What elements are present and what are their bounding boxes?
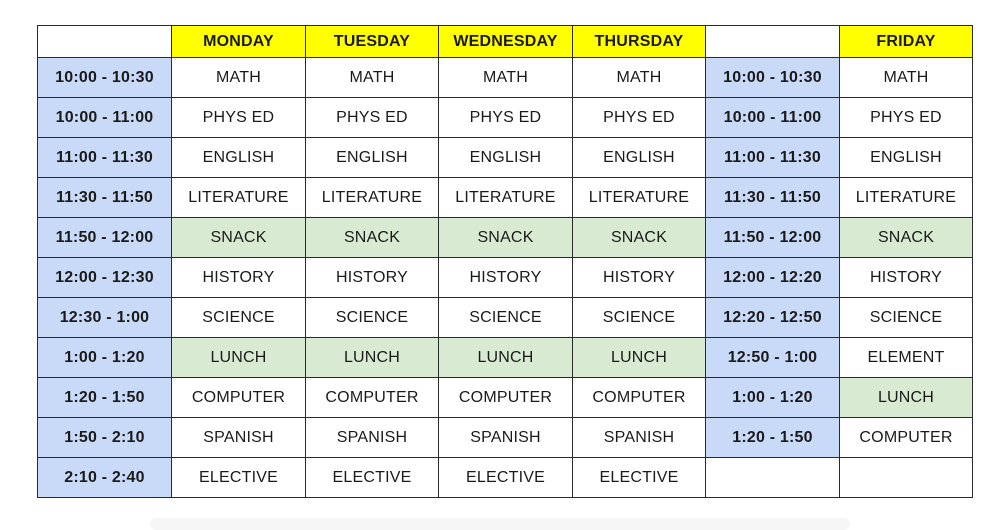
day-header-friday: FRIDAY [840, 26, 973, 58]
time-cell: 11:30 - 11:50 [38, 178, 172, 218]
friday-cell: HISTORY [840, 258, 973, 298]
monday-cell: HISTORY [172, 258, 306, 298]
thursday-cell: SNACK [573, 218, 706, 258]
thursday-cell: SPANISH [573, 418, 706, 458]
tuesday-cell: ENGLISH [306, 138, 439, 178]
thursday-cell: LITERATURE [573, 178, 706, 218]
bottom-shadow-decoration [150, 518, 850, 530]
time-cell: 1:20 - 1:50 [38, 378, 172, 418]
monday-cell: SPANISH [172, 418, 306, 458]
tuesday-cell: COMPUTER [306, 378, 439, 418]
friday-time-cell: 10:00 - 11:00 [706, 98, 840, 138]
wednesday-cell: ENGLISH [439, 138, 573, 178]
time-cell: 11:50 - 12:00 [38, 218, 172, 258]
tuesday-cell: SNACK [306, 218, 439, 258]
monday-cell: LITERATURE [172, 178, 306, 218]
schedule-row [38, 338, 973, 378]
wednesday-cell: SPANISH [439, 418, 573, 458]
time-cell: 12:00 - 12:30 [38, 258, 172, 298]
friday-time-cell: 10:00 - 10:30 [706, 58, 840, 98]
friday-time-cell: 1:20 - 1:50 [706, 418, 840, 458]
friday-time-cell: 12:20 - 12:50 [706, 298, 840, 338]
weekly-schedule-table [37, 25, 973, 498]
schedule-row [38, 218, 973, 258]
tuesday-cell: SCIENCE [306, 298, 439, 338]
wednesday-cell: LUNCH [439, 338, 573, 378]
tuesday-cell: ELECTIVE [306, 458, 439, 498]
friday-cell [840, 458, 973, 498]
thursday-cell: HISTORY [573, 258, 706, 298]
schedule-row [38, 138, 973, 178]
friday-time-cell: 11:50 - 12:00 [706, 218, 840, 258]
friday-cell: ELEMENT [840, 338, 973, 378]
schedule-row [38, 418, 973, 458]
wednesday-cell: COMPUTER [439, 378, 573, 418]
time-cell: 1:00 - 1:20 [38, 338, 172, 378]
day-header-tuesday: TUESDAY [306, 26, 439, 58]
thursday-cell: ENGLISH [573, 138, 706, 178]
schedule-row [38, 258, 973, 298]
friday-time-cell: 12:50 - 1:00 [706, 338, 840, 378]
thursday-cell: LUNCH [573, 338, 706, 378]
wednesday-cell: SNACK [439, 218, 573, 258]
header-row [38, 26, 973, 58]
schedule-row [38, 98, 973, 138]
tuesday-cell: LUNCH [306, 338, 439, 378]
friday-time-cell: 1:00 - 1:20 [706, 378, 840, 418]
day-header-wednesday: WEDNESDAY [439, 26, 573, 58]
friday-cell: ENGLISH [840, 138, 973, 178]
monday-cell: ENGLISH [172, 138, 306, 178]
thursday-cell: PHYS ED [573, 98, 706, 138]
thursday-cell: SCIENCE [573, 298, 706, 338]
tuesday-cell: MATH [306, 58, 439, 98]
wednesday-cell: HISTORY [439, 258, 573, 298]
wednesday-cell: LITERATURE [439, 178, 573, 218]
monday-cell: PHYS ED [172, 98, 306, 138]
friday-time-header-cell [706, 26, 840, 58]
monday-cell: COMPUTER [172, 378, 306, 418]
day-header-monday: MONDAY [172, 26, 306, 58]
wednesday-cell: PHYS ED [439, 98, 573, 138]
time-cell: 10:00 - 11:00 [38, 98, 172, 138]
friday-time-cell: 12:00 - 12:20 [706, 258, 840, 298]
tuesday-cell: SPANISH [306, 418, 439, 458]
friday-time-cell: 11:30 - 11:50 [706, 178, 840, 218]
friday-cell: LUNCH [840, 378, 973, 418]
time-cell: 10:00 - 10:30 [38, 58, 172, 98]
wednesday-cell: ELECTIVE [439, 458, 573, 498]
friday-cell: LITERATURE [840, 178, 973, 218]
tuesday-cell: LITERATURE [306, 178, 439, 218]
friday-cell: PHYS ED [840, 98, 973, 138]
friday-cell: SCIENCE [840, 298, 973, 338]
monday-cell: ELECTIVE [172, 458, 306, 498]
time-cell: 1:50 - 2:10 [38, 418, 172, 458]
monday-cell: LUNCH [172, 338, 306, 378]
thursday-cell: COMPUTER [573, 378, 706, 418]
schedule-row [38, 458, 973, 498]
monday-cell: MATH [172, 58, 306, 98]
schedule-row [38, 298, 973, 338]
corner-cell [38, 26, 172, 58]
day-header-thursday: THURSDAY [573, 26, 706, 58]
monday-cell: SCIENCE [172, 298, 306, 338]
time-cell: 11:00 - 11:30 [38, 138, 172, 178]
tuesday-cell: HISTORY [306, 258, 439, 298]
friday-cell: COMPUTER [840, 418, 973, 458]
friday-cell: MATH [840, 58, 973, 98]
schedule-row [38, 58, 973, 98]
tuesday-cell: PHYS ED [306, 98, 439, 138]
thursday-cell: ELECTIVE [573, 458, 706, 498]
monday-cell: SNACK [172, 218, 306, 258]
time-cell: 2:10 - 2:40 [38, 458, 172, 498]
friday-time-cell: 11:00 - 11:30 [706, 138, 840, 178]
thursday-cell: MATH [573, 58, 706, 98]
schedule-row [38, 378, 973, 418]
schedule-row [38, 178, 973, 218]
friday-cell: SNACK [840, 218, 973, 258]
time-cell: 12:30 - 1:00 [38, 298, 172, 338]
friday-time-cell [706, 458, 840, 498]
wednesday-cell: MATH [439, 58, 573, 98]
wednesday-cell: SCIENCE [439, 298, 573, 338]
